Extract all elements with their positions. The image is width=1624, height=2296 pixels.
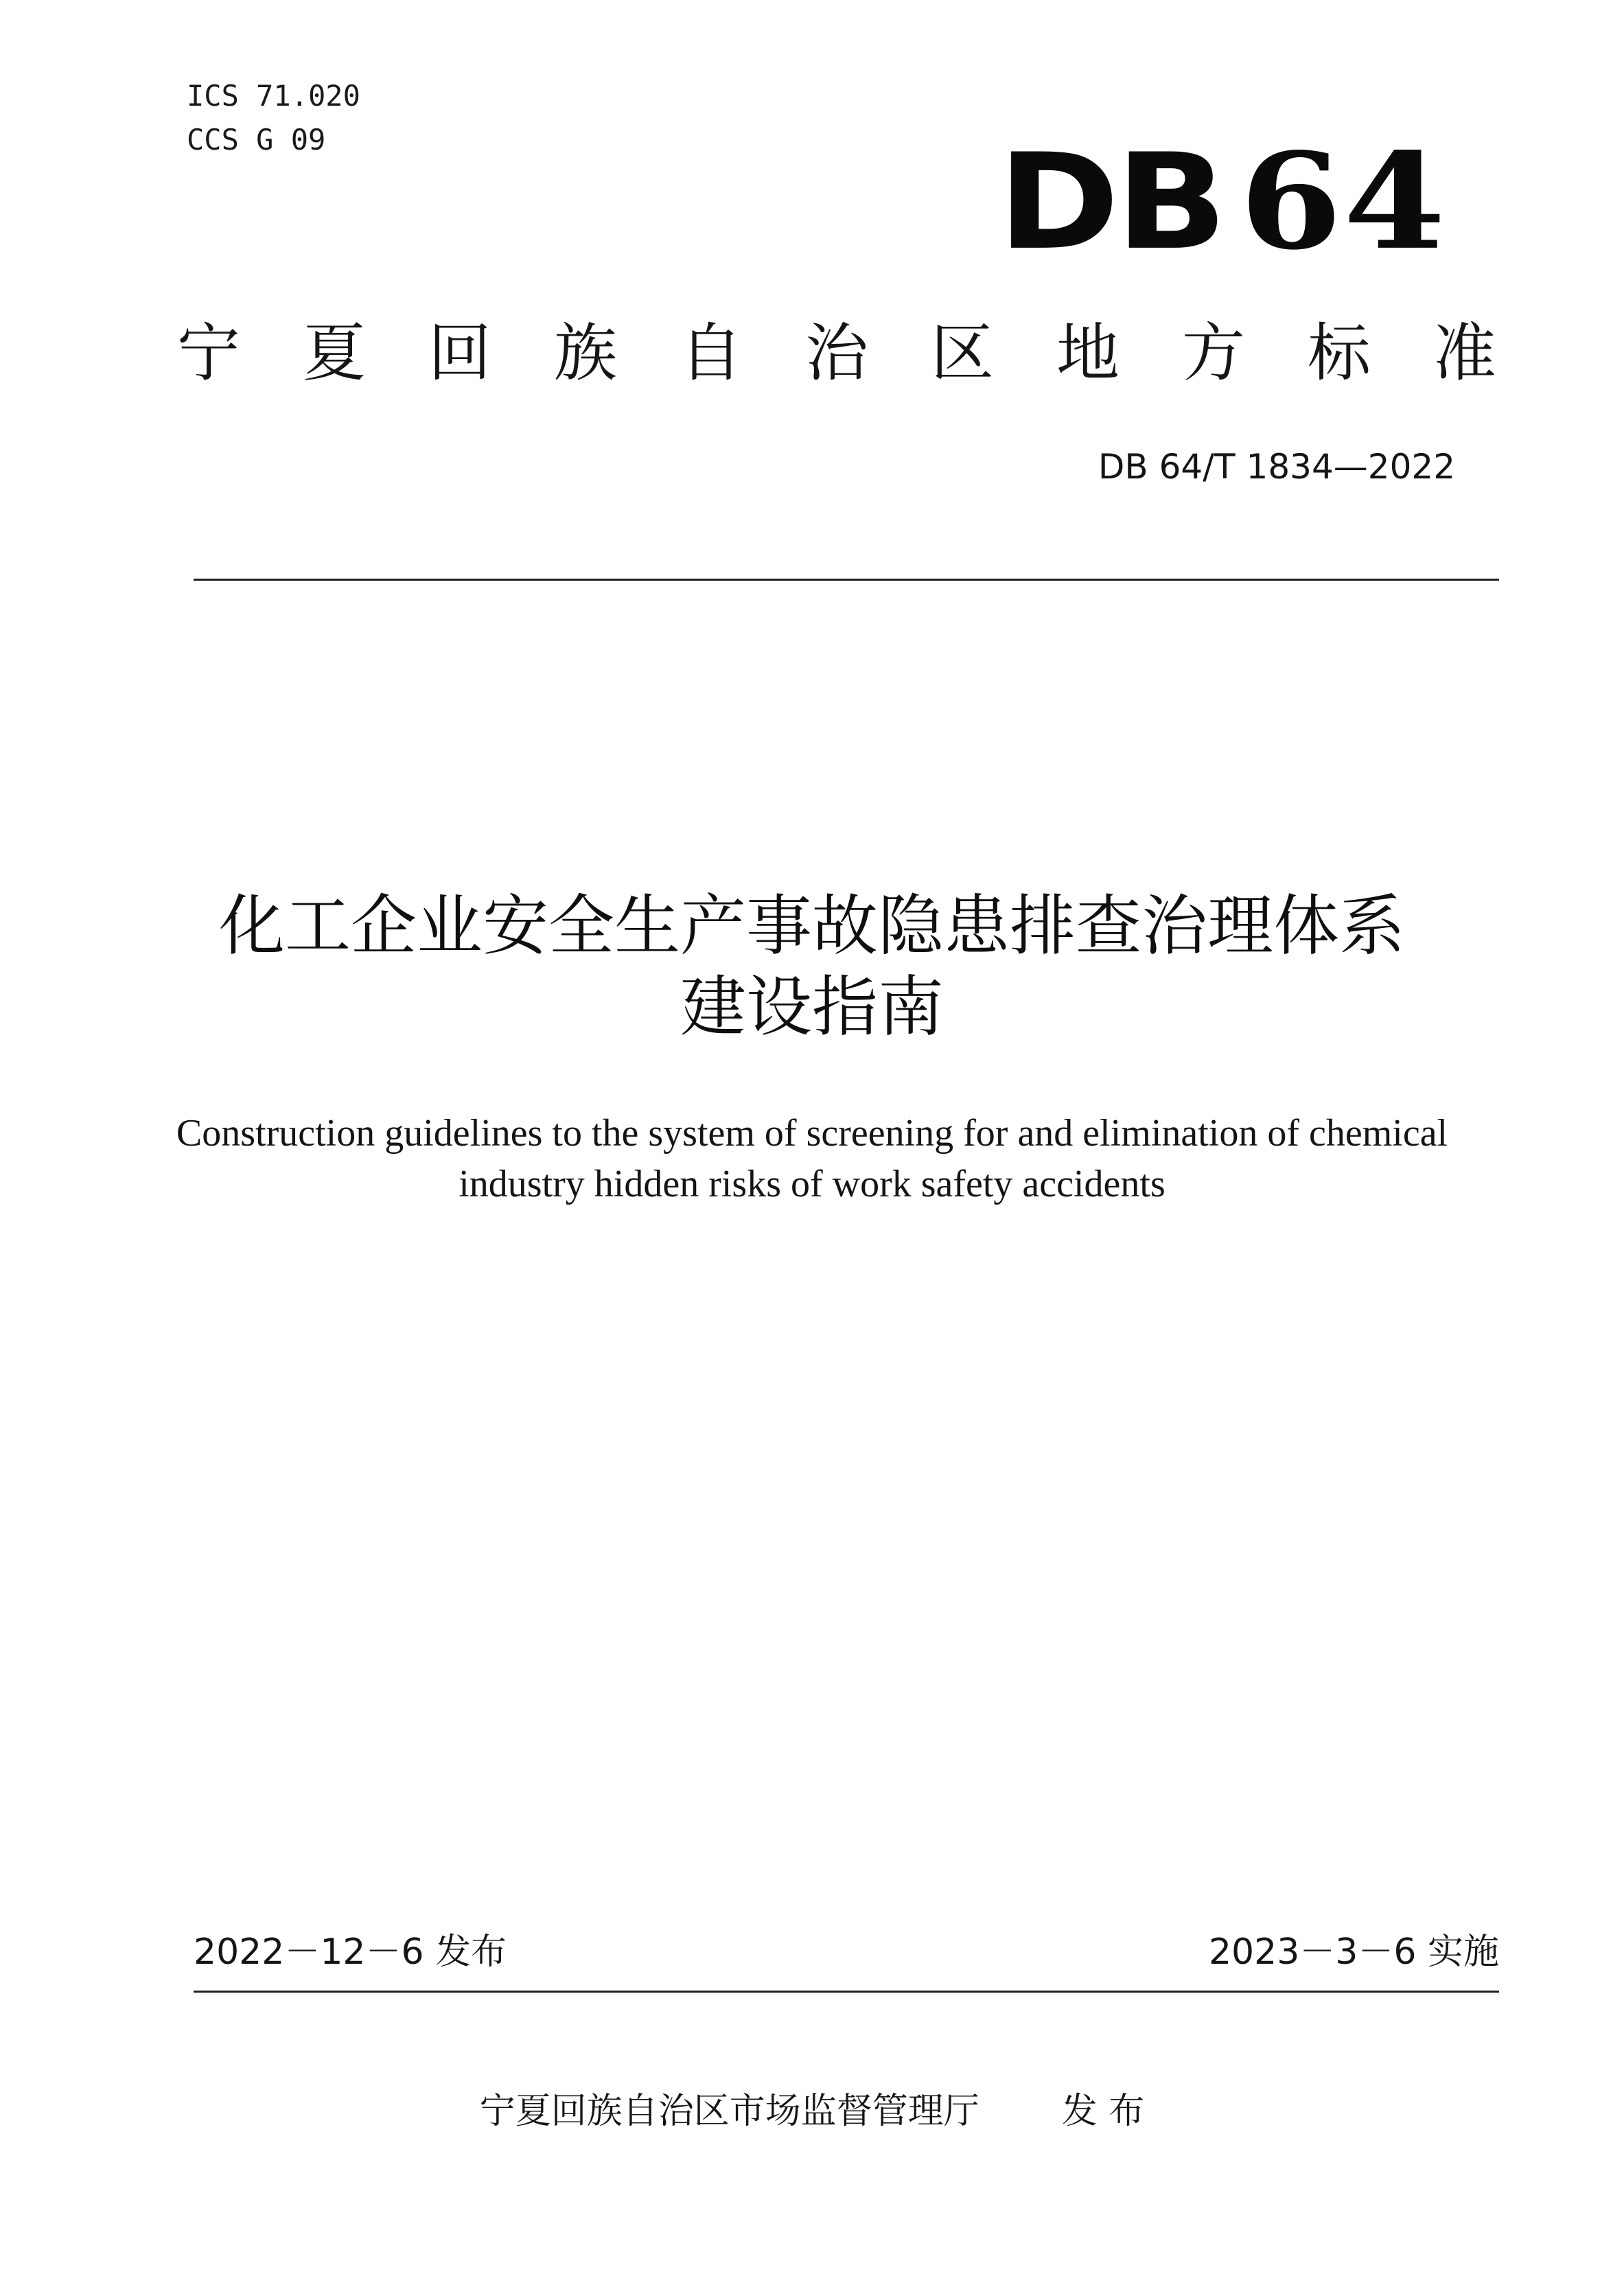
release-date: 2022－12－6 发布 xyxy=(194,1932,507,1973)
classification-codes xyxy=(187,74,360,162)
db-logo-number: 64 xyxy=(1240,124,1447,279)
issuer-action: 发 布 xyxy=(1061,2091,1145,2132)
english-title-line-2: industry hidden risks of work safety accidents xyxy=(459,1163,1165,1205)
standard-type-char: 地 xyxy=(1056,316,1120,390)
standard-type-char: 方 xyxy=(1182,316,1246,390)
footer-divider xyxy=(194,1991,1499,1993)
standard-type-char: 宁 xyxy=(177,316,241,390)
ics-code: ICS 71.020 xyxy=(187,79,360,113)
standard-type-char: 自 xyxy=(680,316,743,390)
standard-number: DB 64/T 1834—2022 xyxy=(1098,447,1455,487)
standard-type-char: 标 xyxy=(1308,316,1371,390)
english-title-line-1: Construction guidelines to the system of screening for and elimination of chemical xyxy=(176,1112,1448,1155)
db-logo-letters: DB xyxy=(997,125,1224,279)
standard-type-char: 回 xyxy=(428,316,492,390)
standard-type-char: 治 xyxy=(805,316,869,390)
standard-type-char: 准 xyxy=(1433,316,1497,390)
standard-type-heading xyxy=(177,316,1496,391)
implementation-date: 2023－3－6 实施 xyxy=(1208,1932,1499,1973)
ccs-code: CCS G 09 xyxy=(187,123,326,156)
header-divider xyxy=(194,579,1499,581)
standard-type-char: 区 xyxy=(931,316,995,390)
db-standard-logo xyxy=(997,124,1447,279)
issuer-name: 宁夏回族自治区市场监督管理厅 xyxy=(479,2091,979,2132)
chinese-title xyxy=(0,885,1624,1047)
english-title xyxy=(0,1108,1624,1209)
chinese-title-line-2: 建设指南 xyxy=(680,969,944,1045)
standard-type-char: 夏 xyxy=(303,316,367,390)
dates-row xyxy=(194,1927,1499,1977)
standard-type-char: 族 xyxy=(554,316,618,390)
chinese-title-line-1: 化工企业安全生产事故隐患排查治理体系 xyxy=(219,888,1405,964)
issuer-line xyxy=(0,2087,1624,2136)
